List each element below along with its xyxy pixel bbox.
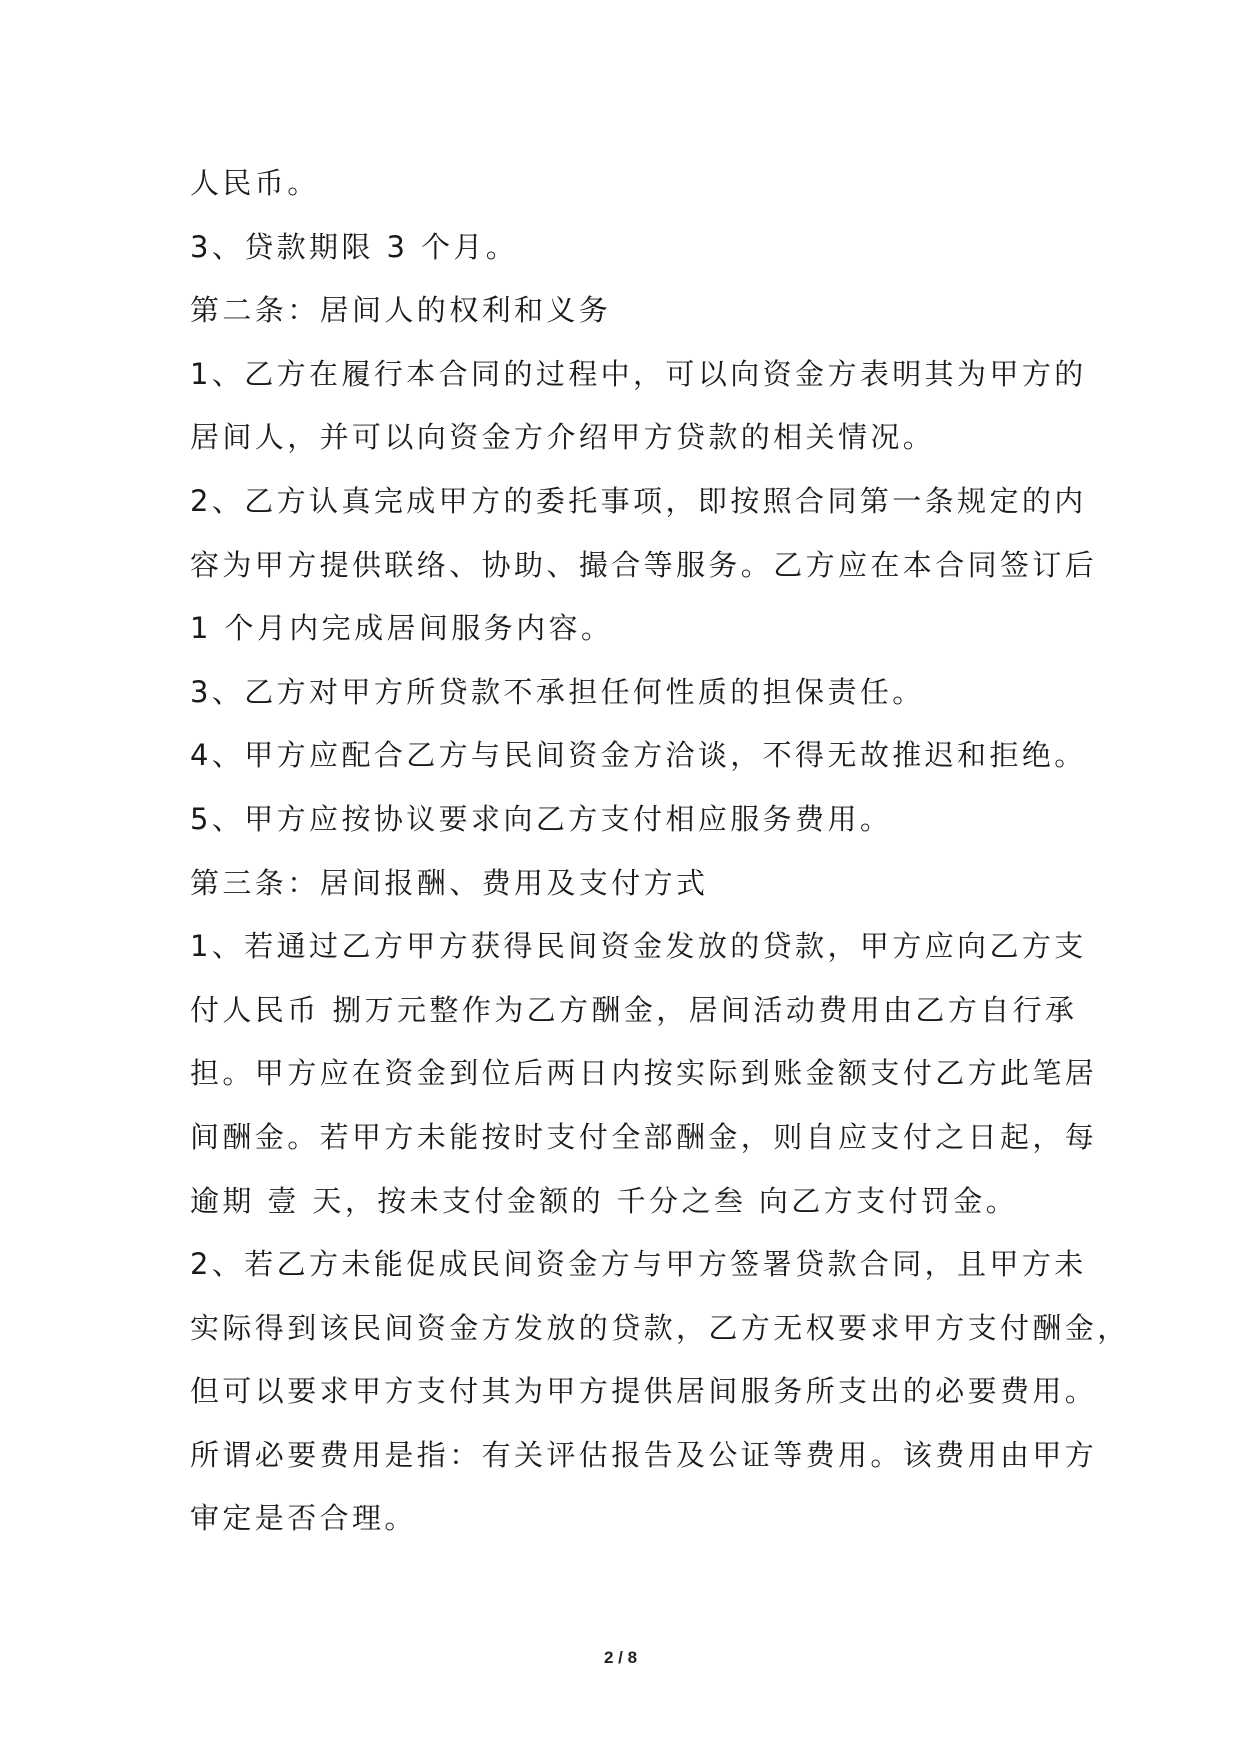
section-heading: 第二条：居间人的权利和义务 [190,293,612,328]
page-number: 2 / 8 [603,1648,638,1667]
body-line: 4、甲方应配合乙方与民间资金方洽谈，不得无故推迟和拒绝。 [190,738,1087,773]
body-line: 5、甲方应按协议要求向乙方支付相应服务费用。 [190,801,893,836]
body-line: 容为甲方提供联络、协助、撮合等服务。乙方应在本合同签订后 [190,547,1098,582]
body-line: 3、乙方对甲方所贷款不承担任何性质的担保责任。 [190,674,925,709]
body-line: 2、若乙方未能促成民间资金方与甲方签署贷款合同，且甲方未 [190,1247,1087,1282]
body-line: 所谓必要费用是指：有关评估报告及公证等费用。该费用由甲方 [190,1437,1098,1472]
document-body [190,152,1130,1551]
body-line: 1、乙方在履行本合同的过程中，可以向资金方表明其为甲方的 [190,356,1087,391]
body-line: 1 个月内完成居间服务内容。 [190,611,614,646]
body-line: 人民币。 [190,166,320,200]
body-line: 间酬金。若甲方未能按时支付全部酬金，则自应支付之日起，每 [190,1119,1098,1154]
body-line: 付人民币 捌万元整作为乙方酬金，居间活动费用由乙方自行承 [190,992,1078,1027]
body-line: 2、乙方认真完成甲方的委托事项，即按照合同第一条规定的内 [190,483,1087,518]
section-heading: 第三条：居间报酬、费用及支付方式 [190,865,709,900]
body-line: 审定是否合理。 [190,1501,417,1536]
body-line: 担。甲方应在资金到位后两日内按实际到账金额支付乙方此笔居 [190,1056,1098,1091]
body-line: 实际得到该民间资金方发放的贷款，乙方无权要求甲方支付酬金， [190,1310,1130,1345]
body-line: 逾期 壹 天，按未支付金额的 千分之叁 向乙方支付罚金。 [190,1183,1019,1218]
body-line: 但可以要求甲方支付其为甲方提供居间服务所支出的必要费用。 [190,1374,1098,1409]
body-line: 1、若通过乙方甲方获得民间资金发放的贷款，甲方应向乙方支 [190,929,1087,964]
body-line: 3、贷款期限 3 个月。 [190,229,519,264]
body-line: 居间人，并可以向资金方介绍甲方贷款的相关情况。 [190,420,936,455]
